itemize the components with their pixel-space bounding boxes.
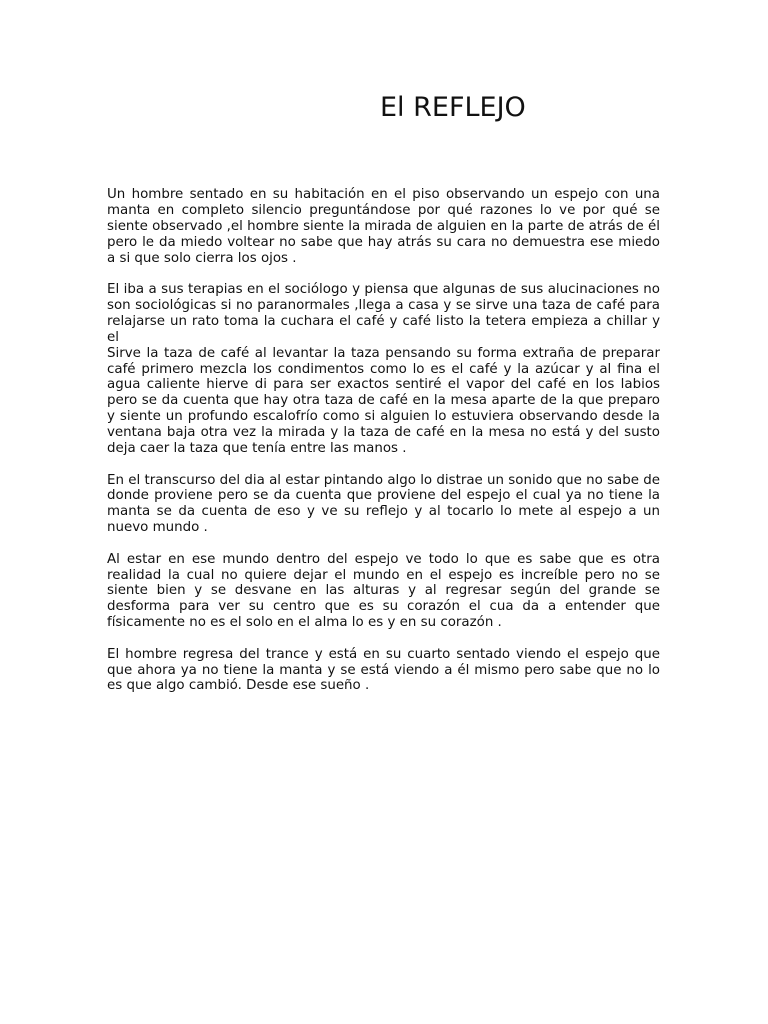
paragraph-5: Al estar en ese mundo dentro del espejo ve todo lo que es sabe que es otra realidad la cual no quiere dejar el mundo en el espejo es increíble pero no se siente bien y se desvane en las alturas y al regresar según del grande se desforma para ver su centro que es su corazón el cua da a entender que físicamente no es el solo en el alma lo es y en su corazón . [107,551,660,631]
paragraph-6: El hombre regresa del trance y está en su cuarto sentado viendo el espejo que que ahora ya no tiene la manta y se está viendo a él mismo pero sabe que no lo es que algo cambió. Desde ese sueño . [107,646,660,694]
paragraph-4: En el transcurso del dia al estar pintando algo lo distrae un sonido que no sabe de donde proviene pero se da cuenta que proviene del espejo el cual ya no tiene la manta se da cuenta de eso y ve su reflejo y al tocarlo lo mete al espejo a un nuevo mundo . [107,472,660,536]
paragraph-2: El iba a sus terapias en el sociólogo y piensa que algunas de sus alucinaciones no son sociológicas si no paranormales ,llega a casa y se sirve una taza de café para relajarse un rato toma la cuchara el café y café listo la tetera empieza a chillar y el [107,282,660,345]
document-body [107,187,660,710]
paragraph-1: Un hombre sentado en su habitación en el piso observando un espejo con una manta en completo silencio preguntándose por qué razones lo ve por qué se siente observado ,el hombre siente la mirada de alguien en la parte de atrás de él pero le da miedo voltear no sabe que hay atrás su cara no demuestra ese miedo a si que solo cierra los ojos . [107,187,660,266]
document-title: El REFLEJO [380,92,526,123]
paragraph-3: Sirve la taza de café al levantar la taza pensando su forma extraña de preparar café primero mezcla los condimentos como lo es el café y la azúcar y al fina el agua caliente hierve di para ser exactos sentiré el vapor del café en los labios pero se da cuenta que hay otra taza de café en la mesa aparte de la que preparo y siente un profundo escalofrío como si alguien lo estuviera observando desde la ventana baja otra vez la mirada y la taza de café en la mesa no está y del susto deja caer la taza que tenía entre las manos . [107,345,660,457]
